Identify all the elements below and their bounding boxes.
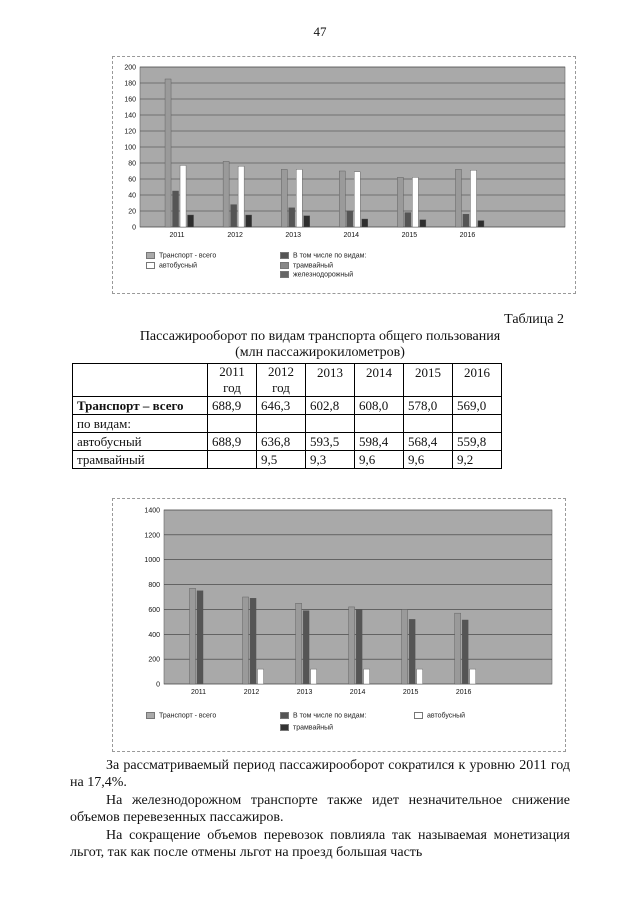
bar: [238, 166, 244, 227]
table-cell: 9,2: [453, 451, 502, 469]
table-cell: [257, 415, 306, 433]
y-tick-label: 1400: [144, 507, 160, 515]
table-cell: 559,8: [453, 433, 502, 451]
legend-item: [146, 712, 216, 719]
bar: [296, 603, 302, 684]
x-tick-label: 2014: [349, 689, 366, 696]
legend-label: трамвайный: [293, 262, 334, 270]
bar: [347, 211, 353, 227]
x-tick-label: 2015: [402, 689, 419, 696]
bar: [250, 598, 256, 684]
bar: [165, 79, 171, 227]
x-tick-label: 2013: [296, 689, 313, 696]
legend-swatch: [146, 262, 155, 269]
table-cell: Транспорт – всего: [73, 397, 208, 415]
legend-label: Транспорт - всего: [159, 712, 217, 720]
legend-item: [146, 252, 216, 259]
legend-label: железнодорожный: [293, 271, 354, 279]
table-cell: 646,3: [257, 397, 306, 415]
table-cell: 9,3: [306, 451, 355, 469]
table-cell: 568,4: [404, 433, 453, 451]
bar: [339, 171, 345, 227]
table-cell: 608,0: [355, 397, 404, 415]
y-tick-label: 60: [128, 176, 136, 184]
table-cell: [306, 415, 355, 433]
table-cell: 636,8: [257, 433, 306, 451]
table-row: [73, 433, 502, 451]
bar: [409, 619, 415, 684]
table-header-row: [73, 364, 502, 397]
legend-swatch: [146, 252, 155, 259]
table-header-cell: 2014: [355, 364, 404, 397]
table-cell: [208, 451, 257, 469]
y-tick-label: 600: [148, 606, 160, 614]
bar: [188, 215, 194, 227]
y-tick-label: 200: [148, 656, 160, 664]
table-title: Пассажирооборот по видам транспорта общего пользования: [139, 329, 501, 344]
bar: [405, 213, 411, 227]
y-tick-label: 1200: [144, 532, 160, 540]
y-tick-label: 100: [124, 144, 136, 152]
bar: [470, 669, 476, 684]
bar: [349, 607, 355, 684]
table-row: [73, 451, 502, 469]
table-subtitle: (млн пассажирокилометров): [235, 345, 405, 360]
table-cell: [453, 415, 502, 433]
legend-item: [146, 262, 197, 269]
y-tick-label: 1000: [144, 557, 160, 565]
table-cell: автобусный: [73, 433, 208, 451]
bar: [362, 219, 368, 227]
bar: [420, 220, 426, 227]
page-number: 47: [313, 24, 327, 39]
x-tick-label: 2016: [459, 232, 476, 239]
table-cell: 578,0: [404, 397, 453, 415]
y-tick-label: 160: [124, 96, 136, 104]
table-row: [73, 415, 502, 433]
bar: [364, 669, 370, 684]
y-tick-label: 0: [132, 224, 136, 232]
legend-swatch: [280, 724, 289, 731]
bar: [462, 620, 468, 684]
bar: [455, 613, 461, 684]
table-cell: 593,5: [306, 433, 355, 451]
x-tick-label: 2016: [455, 689, 472, 696]
y-tick-label: 200: [124, 64, 136, 72]
table-header-cell: 2016: [453, 364, 502, 397]
legend-item: [280, 262, 333, 269]
table-cell: [355, 415, 404, 433]
bar: [470, 170, 476, 227]
legend-label: трамвайный: [293, 724, 334, 732]
x-tick-label: 2013: [285, 232, 301, 239]
legend-item: [280, 252, 366, 259]
bar: [197, 591, 203, 684]
bar: [311, 669, 317, 684]
legend-label: Транспорт - всего: [159, 252, 217, 260]
x-tick-label: 2015: [401, 232, 418, 239]
legend-swatch: [414, 712, 423, 719]
bar: [223, 161, 229, 227]
x-tick-label: 2011: [169, 232, 185, 239]
y-tick-label: 140: [124, 112, 136, 120]
chart-2-legend: [112, 708, 564, 742]
x-tick-label: 2012: [243, 689, 260, 696]
bar: [304, 216, 310, 227]
table-cell: 688,9: [208, 397, 257, 415]
table-row: [73, 397, 502, 415]
data-table: [72, 363, 502, 469]
table-header-cell: 2013: [306, 364, 355, 397]
legend-item: [280, 271, 353, 278]
table-cell: 569,0: [453, 397, 502, 415]
table-cell: 9,6: [404, 451, 453, 469]
legend-swatch: [280, 271, 289, 278]
legend-swatch: [280, 262, 289, 269]
bar: [173, 191, 179, 227]
bar: [412, 177, 418, 227]
y-tick-label: 400: [148, 631, 160, 639]
table-cell: по видам:: [73, 415, 208, 433]
y-tick-label: 40: [128, 192, 136, 200]
table-header-cell: 2015: [404, 364, 453, 397]
legend-swatch: [146, 712, 155, 719]
bar: [356, 609, 362, 684]
bar: [296, 169, 302, 227]
y-tick-label: 0: [156, 681, 160, 689]
legend-swatch: [280, 252, 289, 259]
paragraph: На сокращение объемов перевозок повлияла так называемая монетизация льгот, так как после отмены льгот на проезд большая часть: [70, 828, 570, 860]
x-tick-label: 2011: [190, 689, 207, 696]
bar: [190, 588, 196, 684]
bar: [289, 208, 295, 227]
bar: [463, 214, 469, 227]
table-cell: [73, 364, 208, 397]
table-header-cell: 2011 год: [208, 364, 257, 397]
x-tick-label: 2014: [343, 232, 360, 239]
table-cell: 602,8: [306, 397, 355, 415]
bar: [417, 669, 423, 684]
bar: [281, 169, 287, 227]
paragraph: За рассматриваемый период пассажирооборот сократился к уровню 2011 год на 17,4%.: [70, 758, 570, 790]
x-tick-label: 2012: [227, 232, 243, 239]
bar: [397, 177, 403, 227]
y-tick-label: 80: [128, 160, 136, 168]
bar: [246, 215, 252, 227]
table-caption: Таблица 2: [504, 312, 564, 327]
y-tick-label: 180: [124, 80, 136, 88]
table-cell: 9,6: [355, 451, 404, 469]
legend-label: автобусный: [159, 262, 198, 270]
table-cell: 688,9: [208, 433, 257, 451]
legend-item: [414, 712, 465, 719]
legend-swatch: [280, 712, 289, 719]
legend-item: [280, 712, 366, 719]
table-cell: [404, 415, 453, 433]
legend-label: автобусный: [427, 712, 466, 720]
bar: [180, 165, 186, 227]
bar: [455, 169, 461, 227]
bar: [402, 609, 408, 684]
bar: [231, 205, 237, 227]
bar: [303, 611, 309, 684]
y-tick-label: 20: [128, 208, 136, 216]
legend-label: В том числе по видам:: [293, 712, 367, 720]
bar: [258, 669, 264, 684]
table-cell: [208, 415, 257, 433]
table-cell: трамвайный: [73, 451, 208, 469]
legend-label: В том числе по видам:: [293, 252, 367, 260]
bar: [478, 221, 484, 227]
chart-2: [112, 498, 564, 703]
y-tick-label: 800: [148, 582, 160, 590]
bar: [354, 172, 360, 227]
chart-1-legend: [112, 250, 574, 290]
paragraph: На железнодорожном транспорте также идет незначительное снижение объемов перевезенных пассажиров.: [70, 793, 570, 825]
legend-item: [280, 724, 333, 731]
y-tick-label: 120: [124, 128, 136, 136]
chart-1: [112, 56, 574, 246]
table-header-cell: 2012 год: [257, 364, 306, 397]
table-cell: 598,4: [355, 433, 404, 451]
table-cell: 9,5: [257, 451, 306, 469]
bar: [243, 597, 249, 684]
